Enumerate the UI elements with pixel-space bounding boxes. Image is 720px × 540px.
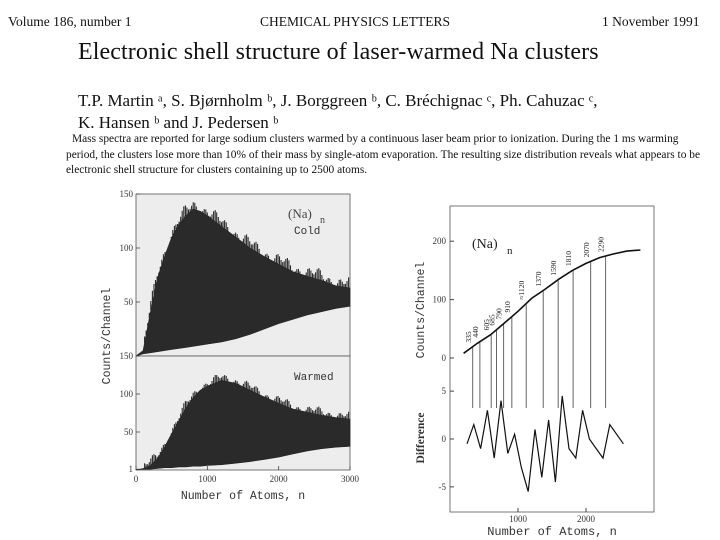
x-tick-label: 3000 [341,474,359,484]
x-tick-label: 1000 [509,514,527,524]
shell-label: 910 [502,301,512,313]
authors-line-2: K. Hansen ᵇ and J. Pedersen ᵇ [78,113,279,132]
issue-date: 1 November 1991 [602,14,700,29]
y-tick-label: 100 [119,389,133,399]
authors-line-1: T.P. Martin ᵃ, S. Bjørnholm ᵇ, J. Borggreen ᵇ, C. Bréchignac ᶜ, Ph. Cahuzac ᶜ, [78,91,598,110]
cluster-formula-label: (Na) [472,237,498,252]
y-axis-label-bottom: Difference [415,412,427,464]
y-tick-label: -5 [438,481,446,492]
series-label-cold: Cold [294,226,321,238]
y-axis-label: Counts/Channel [101,287,114,385]
cluster-formula-label: (Na) [288,206,312,221]
x-tick-label: 2000 [577,514,595,524]
shell-label: 685 [487,314,497,326]
y-tick-label: 5 [441,386,446,397]
shell-label: 2070 [581,242,591,258]
shell-structure-figure [410,200,668,540]
shell-label: 790 [494,308,504,320]
shell-label: 2290 [596,236,606,252]
y-tick-label: 150 [119,351,133,361]
y-tick-label: 100 [432,294,446,305]
mass-spectra-figure [96,186,362,506]
shell-label: ≈1120 [517,280,527,300]
shell-label: 335 [463,331,473,343]
volume-number: Volume 186, number 1 [8,14,132,29]
x-axis-label: Number of Atoms, n [487,525,617,539]
cluster-formula-subscript: n [507,245,513,257]
y-tick-label: 150 [119,189,133,199]
x-tick-label: 1000 [198,474,217,484]
y-tick-label: 50 [124,297,133,307]
y-tick-label: 0 [441,353,446,363]
abstract: Mass spectra are reported for large sodium clusters warmed by a continuous laser beam prior to ionization. During the 1 ms warming period, the clusters lose more than 10% of their mass by single-atom evaporation. The resulting size distribution reveals what appears to be electronic shell structure for clusters containing up to 2500 atoms. [66,133,701,176]
y-tick-label: 1 [128,464,133,475]
x-axis-label: Number of Atoms, n [180,490,306,503]
y-tick-label: 50 [124,427,133,437]
y-tick-label: 0 [441,434,446,444]
paper-title: Electronic shell structure of laser-warmed Na clusters [78,39,599,65]
y-axis-label-top: Counts/Channel [415,261,428,359]
x-tick-label: 2000 [269,474,288,484]
shell-label: 605 [482,319,492,331]
cluster-formula-subscript: n [320,215,325,226]
shell-label: 1810 [564,251,574,267]
shell-label: 1370 [534,271,544,287]
y-tick-label: 100 [119,243,133,253]
x-tick-label: 0 [133,474,139,484]
y-tick-label: 200 [432,236,446,247]
shell-label: 440 [470,326,480,338]
shell-label: 1590 [549,260,559,276]
journal-name: CHEMICAL PHYSICS LETTERS [260,14,451,29]
series-label-warmed: Warmed [294,372,334,384]
